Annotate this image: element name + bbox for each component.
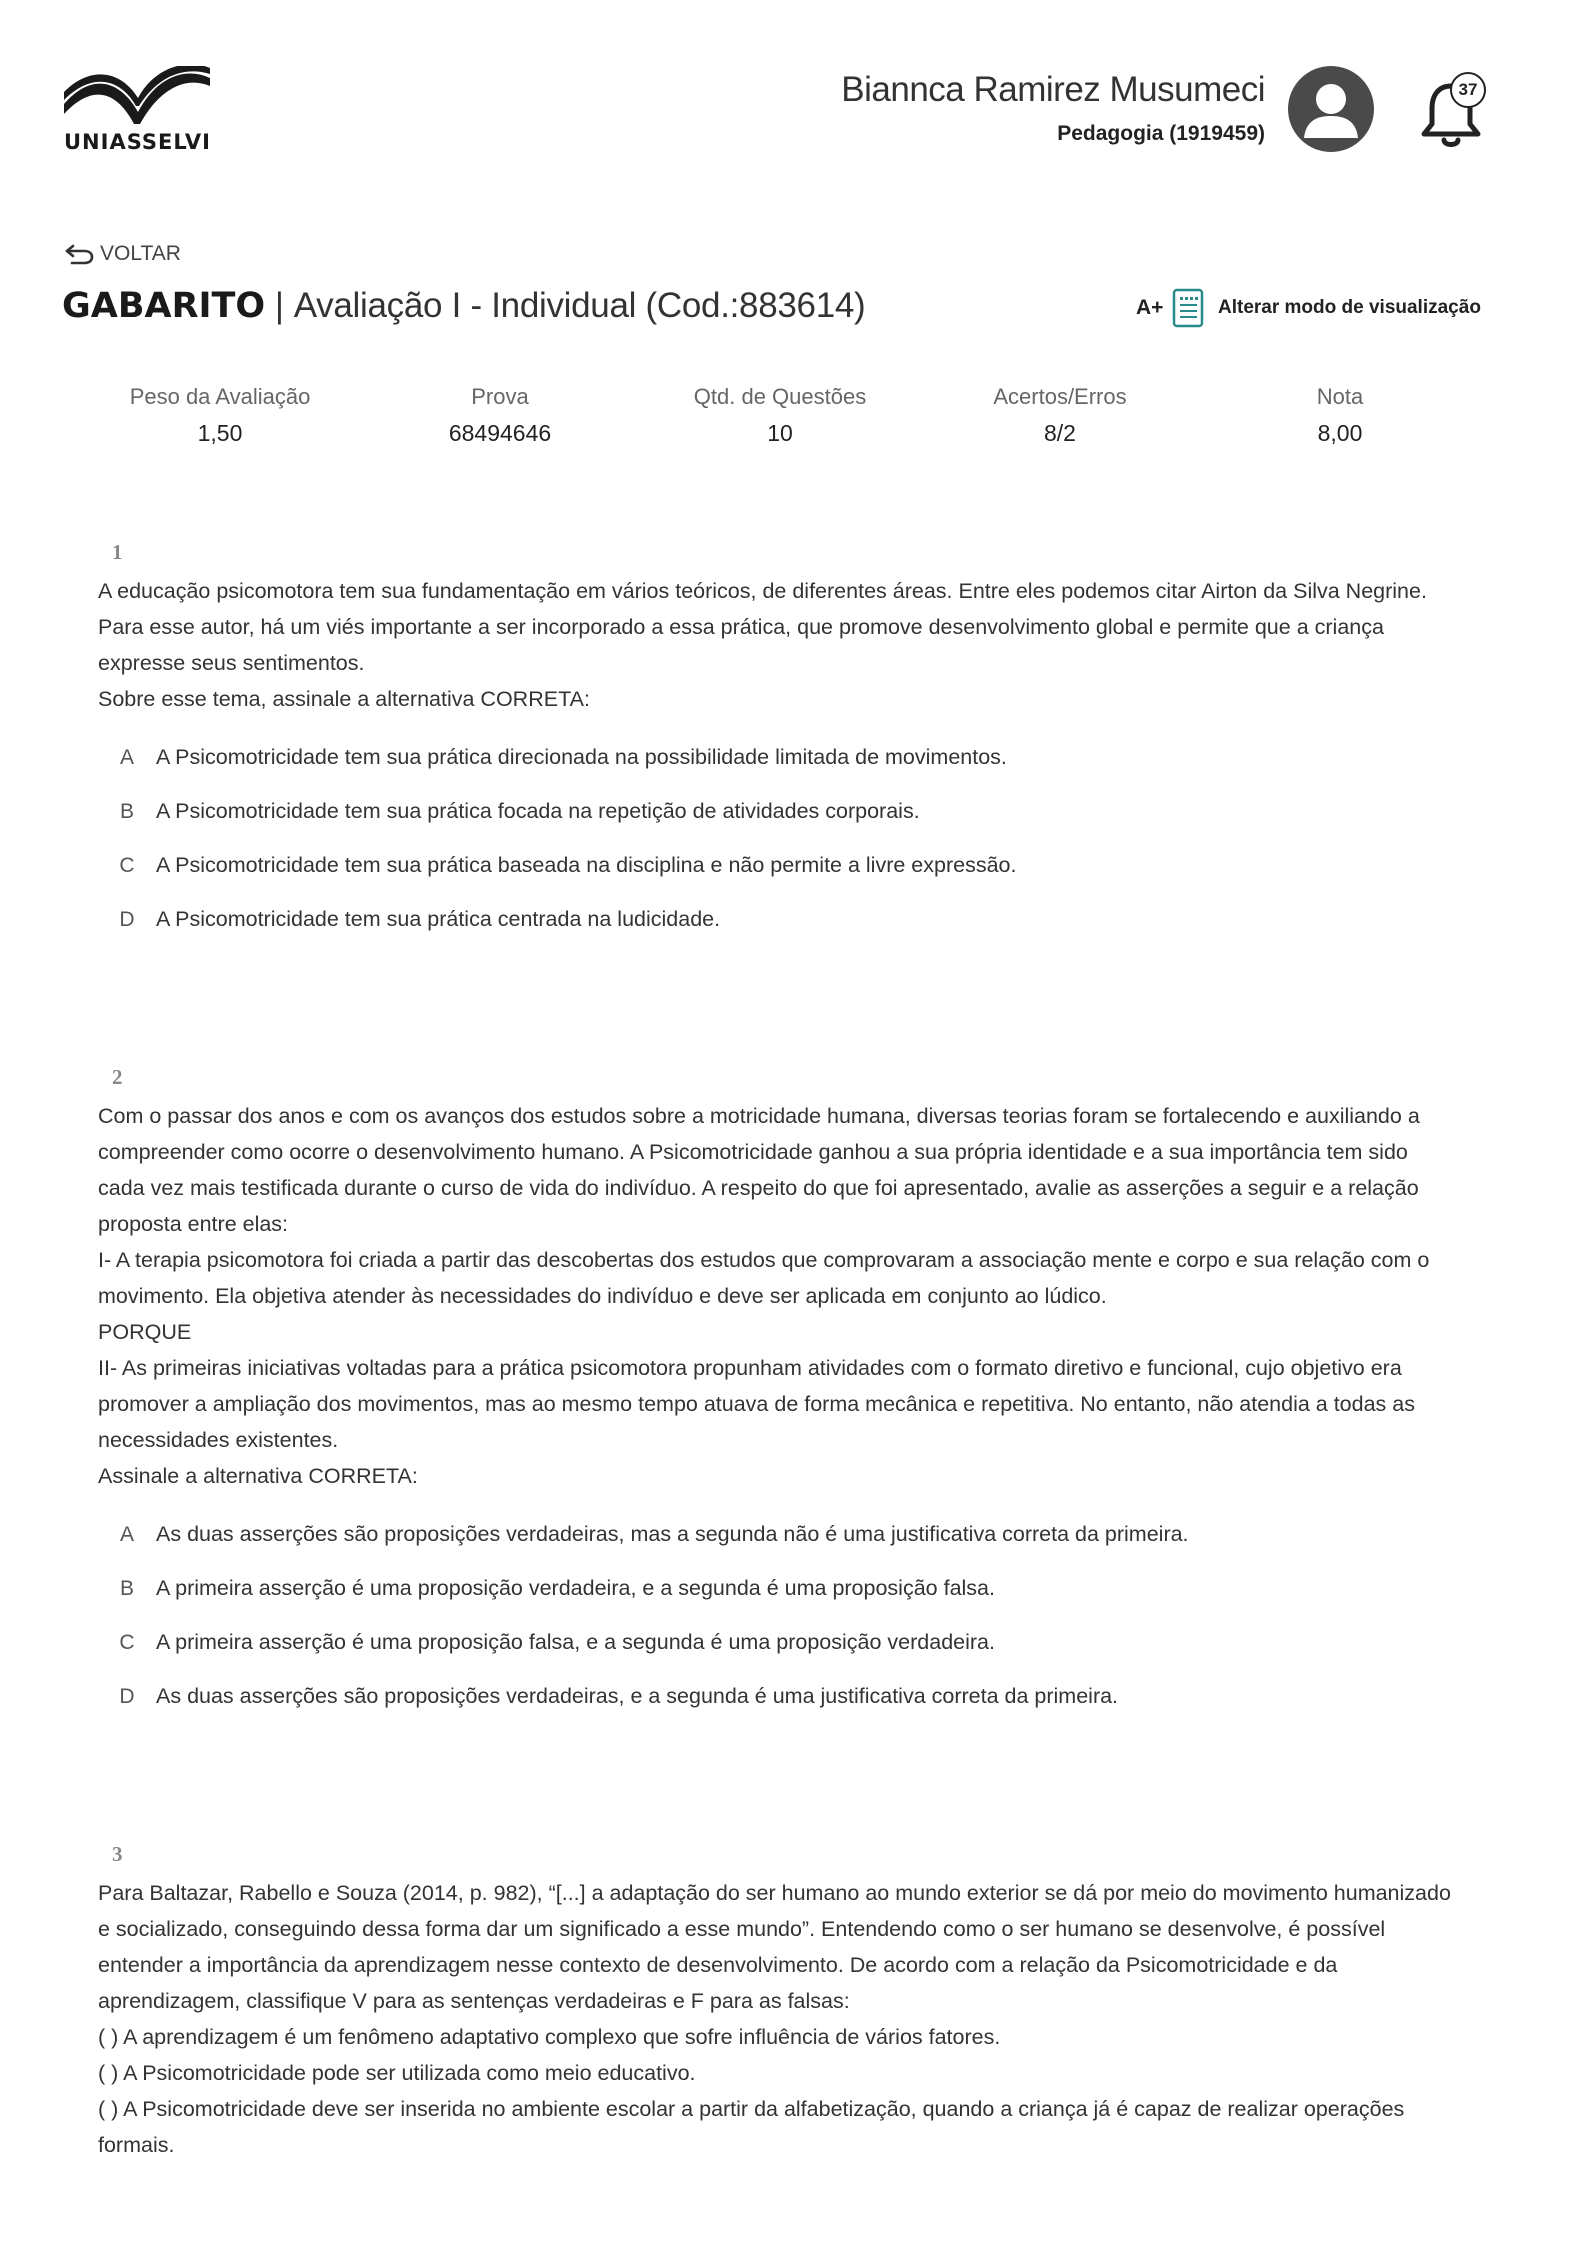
option-letter: A [119,746,134,769]
stat-label: Nota [1316,384,1364,409]
question-line: A educação psicomotora tem sua fundamentação em vários teóricos, de diferentes áreas. Entre eles podemos citar Airton da Silva Negrine. [98,579,1427,603]
question-2 [98,1065,1468,1738]
back-label: VOLTAR [100,242,181,265]
stat-label: Peso da Avaliação [129,384,311,409]
title-separator: | [274,286,285,325]
stat-value: 8/2 [1044,420,1076,446]
option-d[interactable] [98,1684,1468,1738]
option-letter: D [119,1685,135,1708]
document-icon [1172,288,1204,328]
option-b[interactable] [98,799,1468,853]
options-list [98,1522,1468,1738]
stat-label: Prova [471,384,529,409]
question-line: II- As primeiras iniciativas voltadas para a prática psicomotora propunham atividades com o formato diretivo e funcional, cujo objetivo era [98,1356,1402,1380]
stat-question-count [640,384,920,447]
option-letter: C [119,854,135,877]
question-text [98,573,1468,717]
option-text: A Psicomotricidade tem sua prática baseada na disciplina e não permite a livre expressão. [156,853,1017,877]
question-number: 3 [112,1842,123,1866]
stat-label: Acertos/Erros [993,384,1127,409]
question-line: ( ) A Psicomotricidade deve ser inserida no ambiente escolar a partir da alfabetização, quando a criança já é capaz de realizar operações [98,2097,1405,2121]
stat-value: 8,00 [1317,420,1363,446]
question-line: I- A terapia psicomotora foi criada a partir das descobertas dos estudos que comprovaram a associação mente e corpo e sua relação com o [98,1248,1430,1272]
back-button[interactable] [64,242,181,266]
question-line: ( ) A aprendizagem é um fenômeno adaptativo complexo que sofre influência de vários fatores. [98,2025,1001,2049]
option-text: As duas asserções são proposições verdadeiras, e a segunda é uma justificativa correta da primeira. [156,1684,1119,1708]
question-3 [98,1842,1468,2163]
option-text: A Psicomotricidade tem sua prática focada na repetição de atividades corporais. [156,799,920,823]
book-logo-icon [62,66,212,126]
question-number: 2 [112,1065,123,1089]
stat-value: 10 [767,420,793,446]
option-d[interactable] [98,907,1468,961]
option-b[interactable] [98,1576,1468,1630]
option-letter: B [119,800,134,823]
question-text [98,1098,1468,1494]
notification-badge[interactable]: 37 [1450,72,1486,108]
stat-exam [360,384,640,447]
title-rest: Avaliação I - Individual (Cod.:883614) [293,286,866,325]
option-c[interactable] [98,1630,1468,1684]
question-line: formais. [98,2133,175,2157]
user-icon [1288,66,1374,152]
question-line: cada vez mais testificada durante o curso de vida do indivíduo. A respeito do que foi apresentado, avalie as asserções a seguir e a relação [98,1176,1419,1200]
question-line: Com o passar dos anos e com os avanços dos estudos sobre a motricidade humana, diversas teorias foram se fortalecendo e auxiliando a [98,1104,1420,1128]
question-line: proposta entre elas: [98,1212,289,1236]
font-size-button[interactable]: A+ [1136,296,1164,319]
question-line: Sobre esse tema, assinale a alternativa CORRETA: [98,687,590,711]
uniasselvi-logo[interactable] [62,66,212,161]
user-name: Biannca Ramirez Musumeci [841,70,1265,109]
question-line: entender a importância da aprendizagem nesse contexto de desenvolvimento. De acordo com a relação da Psicomotricidade e da [98,1953,1338,1977]
stat-grade [1200,384,1480,447]
avatar[interactable] [1288,66,1374,152]
view-mode-label: Alterar modo de visualização [1218,297,1481,318]
option-letter: D [119,908,135,931]
question-line: aprendizagem, classifique V para as sentenças verdadeiras e F para as falsas: [98,1989,850,2013]
page-title [62,286,865,326]
stat-value: 68494646 [448,420,552,446]
option-text: A primeira asserção é uma proposição verdadeira, e a segunda é uma proposição falsa. [156,1576,995,1600]
option-letter: C [119,1631,135,1654]
return-arrow-icon [64,243,94,265]
evaluation-summary [80,384,1480,447]
question-line: expresse seus sentimentos. [98,651,365,675]
question-line: Para esse autor, há um viés importante a ser incorporado a essa prática, que promove desenvolvimento global e permite que a criança [98,615,1384,639]
stat-weight [80,384,360,447]
title-strong: GABARITO [62,286,266,326]
question-line: necessidades existentes. [98,1428,339,1452]
option-text: A Psicomotricidade tem sua prática direcionada na possibilidade limitada de movimentos. [156,745,1007,769]
user-course: Pedagogia (1919459) [1057,122,1265,145]
option-text: As duas asserções são proposições verdadeiras, mas a segunda não é uma justificativa correta da primeira. [156,1522,1189,1546]
question-line: Assinale a alternativa CORRETA: [98,1464,418,1488]
option-text: A primeira asserção é uma proposição falsa, e a segunda é uma proposição verdadeira. [156,1630,995,1654]
option-letter: B [119,1577,134,1600]
page-header [0,0,1570,200]
options-list [98,745,1468,961]
option-a[interactable] [98,745,1468,799]
view-mode-button[interactable] [1172,288,1481,328]
stat-hits-misses [920,384,1200,447]
question-line: e socializado, conseguindo dessa forma dar um significado a esse mundo”. Entendendo como o ser humano se desenvolve, é possível [98,1917,1386,1941]
question-line: compreender como ocorre o desenvolvimento humano. A Psicomotricidade ganhou a sua própria identidade e a sua importância tem sido [98,1140,1408,1164]
question-line: promover a ampliação dos movimentos, mas ao mesmo tempo atuava de forma mecânica e repetitiva. No entanto, não atendia a todas as [98,1392,1415,1416]
stat-label: Qtd. de Questões [693,384,867,409]
question-text [98,1875,1468,2163]
option-text: A Psicomotricidade tem sua prática centrada na ludicidade. [156,907,721,931]
option-a[interactable] [98,1522,1468,1576]
question-line: PORQUE [98,1320,192,1344]
question-1 [98,540,1468,961]
stat-value: 1,50 [197,420,243,446]
logo-text: UNIASSELVI [64,130,211,154]
question-number: 1 [112,540,123,564]
question-line: ( ) A Psicomotricidade pode ser utilizada como meio educativo. [98,2061,696,2085]
question-line: Para Baltazar, Rabello e Souza (2014, p. 982), “[...] a adaptação do ser humano ao mundo exterior se dá por meio do movimento humanizado [98,1881,1451,1905]
question-line: movimento. Ela objetiva atender às necessidades do indivíduo e deve ser aplicada em conjunto ao lúdico. [98,1284,1107,1308]
option-c[interactable] [98,853,1468,907]
option-letter: A [119,1523,134,1546]
title-row [62,286,1522,342]
